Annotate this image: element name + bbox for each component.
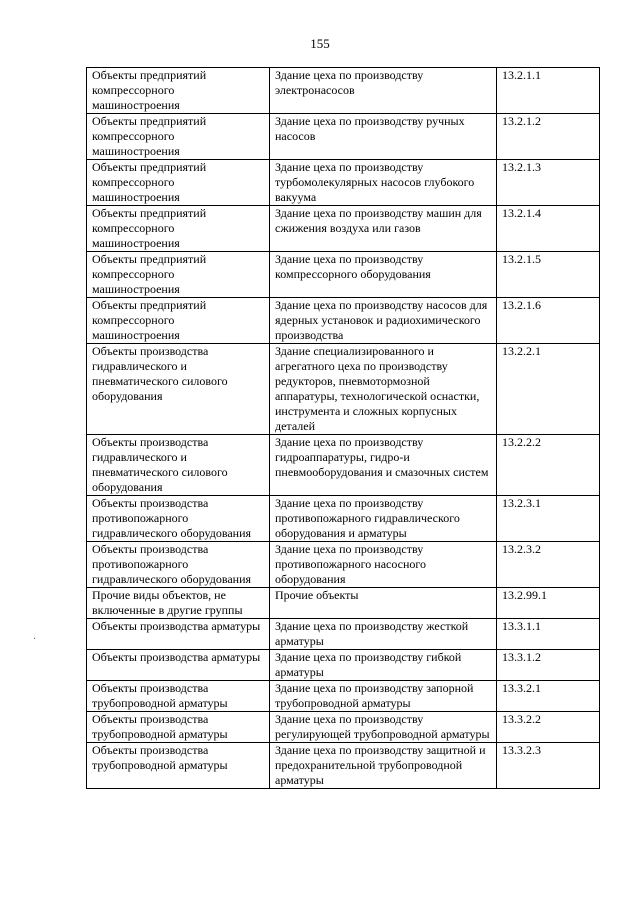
building-cell: Здание цеха по производству электронасосов [270,68,497,114]
table-row [87,298,600,344]
object-type-cell: Объекты производства трубопроводной арматуры [87,681,270,712]
table-row [87,542,600,588]
table-row [87,344,600,435]
code-cell: 13.3.1.1 [497,619,600,650]
building-cell: Здание цеха по производству гидроаппаратуры, гидро-и пневмооборудования и смазочных систем [270,435,497,496]
code-cell: 13.2.2.2 [497,435,600,496]
building-cell: Здание цеха по производству защитной и предохранительной трубопроводной арматуры [270,743,497,789]
table-row [87,681,600,712]
code-cell: 13.2.1.5 [497,252,600,298]
building-cell: Здание цеха по производству гибкой арматуры [270,650,497,681]
object-type-cell: Объекты производства арматуры [87,650,270,681]
margin-mark: · [33,634,37,645]
object-type-cell: Объекты производства противопожарного гидравлического оборудования [87,496,270,542]
table-row [87,206,600,252]
table-row [87,252,600,298]
building-cell: Здание цеха по производству жесткой арматуры [270,619,497,650]
object-type-cell: Объекты производства трубопроводной арматуры [87,743,270,789]
table-row [87,114,600,160]
building-cell: Прочие объекты [270,588,497,619]
object-type-cell: Объекты предприятий компрессорного машиностроения [87,114,270,160]
object-type-cell: Объекты предприятий компрессорного машиностроения [87,252,270,298]
building-cell: Здание цеха по производству регулирующей трубопроводной арматуры [270,712,497,743]
code-cell: 13.2.1.4 [497,206,600,252]
code-cell: 13.2.99.1 [497,588,600,619]
building-cell: Здание цеха по производству насосов для ядерных установок и радиохимического производства [270,298,497,344]
code-cell: 13.2.1.6 [497,298,600,344]
object-type-cell: Объекты производства трубопроводной арматуры [87,712,270,743]
code-cell: 13.2.3.2 [497,542,600,588]
code-cell: 13.2.3.1 [497,496,600,542]
object-type-cell: Объекты производства гидравлического и пневматического силового оборудования [87,344,270,435]
table-row [87,588,600,619]
building-cell: Здание специализированного и агрегатного цеха по производству редукторов, пневмотормозной аппаратуры, технологической оснастки, инструмента и сложных корпусных деталей [270,344,497,435]
building-cell: Здание цеха по производству машин для сжижения воздуха или газов [270,206,497,252]
table-row [87,743,600,789]
building-cell: Здание цеха по производству противопожарного гидравлического оборудования и арматуры [270,496,497,542]
object-type-cell: Объекты производства противопожарного гидравлического оборудования [87,542,270,588]
object-type-cell: Объекты предприятий компрессорного машиностроения [87,298,270,344]
object-type-cell: Объекты предприятий компрессорного машиностроения [87,68,270,114]
code-cell: 13.2.1.2 [497,114,600,160]
object-type-cell: Объекты производства гидравлического и пневматического силового оборудования [87,435,270,496]
code-cell: 13.3.2.1 [497,681,600,712]
classification-table [86,67,600,789]
table-row [87,619,600,650]
building-cell: Здание цеха по производству ручных насосов [270,114,497,160]
table-row [87,160,600,206]
building-cell: Здание цеха по производству запорной трубопроводной арматуры [270,681,497,712]
table-body [87,68,600,789]
table-row [87,712,600,743]
code-cell: 13.2.1.1 [497,68,600,114]
table-row [87,68,600,114]
code-cell: 13.3.1.2 [497,650,600,681]
table-row [87,435,600,496]
object-type-cell: Прочие виды объектов, не включенные в другие группы [87,588,270,619]
building-cell: Здание цеха по производству противопожарного насосного оборудования [270,542,497,588]
object-type-cell: Объекты производства арматуры [87,619,270,650]
page-number: 155 [310,36,330,51]
object-type-cell: Объекты предприятий компрессорного машиностроения [87,206,270,252]
code-cell: 13.2.1.3 [497,160,600,206]
object-type-cell: Объекты предприятий компрессорного машиностроения [87,160,270,206]
building-cell: Здание цеха по производству турбомолекулярных насосов глубокого вакуума [270,160,497,206]
code-cell: 13.3.2.3 [497,743,600,789]
table-row [87,496,600,542]
code-cell: 13.3.2.2 [497,712,600,743]
table-row [87,650,600,681]
building-cell: Здание цеха по производству компрессорного оборудования [270,252,497,298]
code-cell: 13.2.2.1 [497,344,600,435]
